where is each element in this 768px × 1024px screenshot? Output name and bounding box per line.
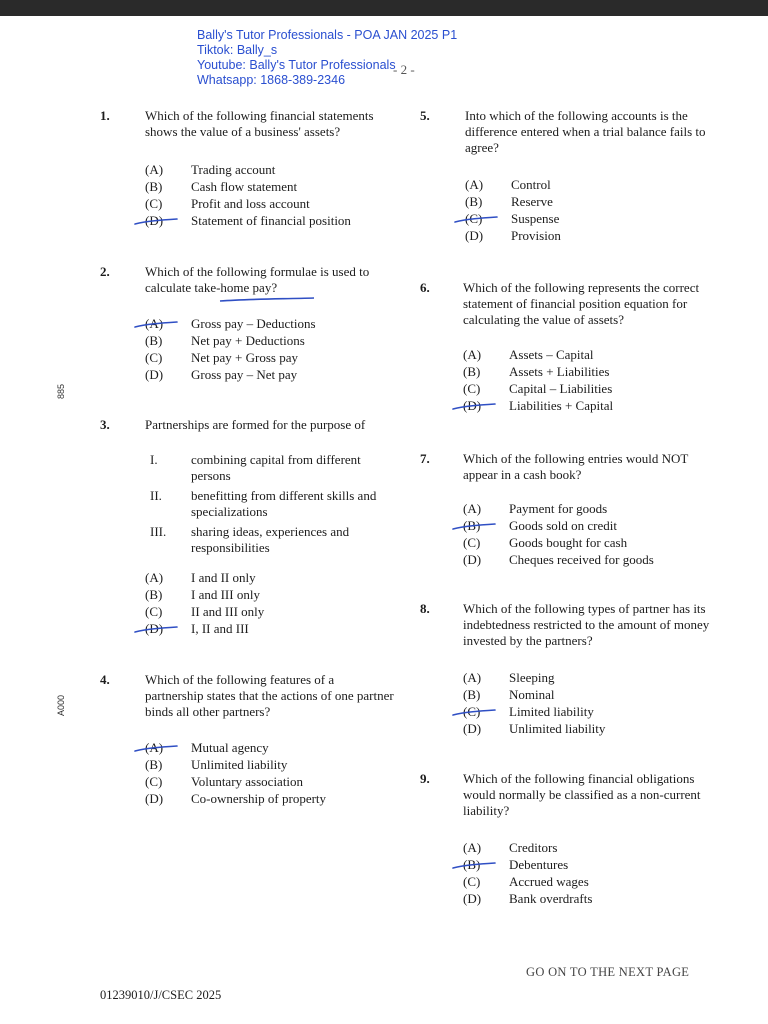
option-text: Creditors (509, 840, 558, 855)
answer-option[interactable] (145, 196, 385, 212)
tutor-header (197, 28, 457, 88)
question-number: 4. (100, 672, 110, 687)
answer-option[interactable] (145, 570, 385, 586)
answer-option[interactable] (463, 721, 703, 737)
question-5 (420, 108, 727, 308)
option-text: II and III only (191, 604, 265, 619)
option-text: Cash flow statement (191, 179, 298, 194)
option-letter: (B) (465, 194, 483, 209)
option-text: Reserve (511, 194, 553, 209)
option-letter: (A) (465, 177, 484, 192)
option-letter: (C) (145, 604, 163, 619)
answer-option[interactable] (465, 228, 705, 244)
option-text: Payment for goods (509, 501, 608, 516)
option-text: Suspense (511, 211, 560, 226)
option-letter: (B) (145, 757, 163, 772)
pen-mark (451, 857, 501, 873)
option-text: I and III only (191, 587, 260, 602)
option-text: Statement of financial position (191, 213, 351, 228)
option-letter: (C) (463, 535, 481, 550)
question-number: 3. (100, 417, 110, 432)
option-letter: (B) (463, 857, 481, 872)
answer-option[interactable] (463, 687, 703, 703)
pen-mark (133, 213, 183, 229)
option-text: Gross pay – Net pay (191, 367, 298, 382)
next-page-notice: GO ON TO THE NEXT PAGE (526, 965, 690, 979)
pen-underline (218, 296, 318, 304)
option-text: Nominal (509, 687, 555, 702)
answer-option[interactable] (145, 587, 385, 603)
option-letter: (D) (145, 791, 164, 806)
statement-numeral: III. (150, 524, 167, 539)
answer-option[interactable] (463, 535, 703, 551)
question-number: 7. (420, 451, 430, 466)
question-number: 5. (420, 108, 430, 123)
header-line-title: Bally's Tutor Professionals - POA JAN 2025 P1 (197, 28, 458, 42)
side-code-top: 885 (56, 383, 66, 399)
option-letter: (A) (145, 316, 164, 331)
header-line-whatsapp: Whatsapp: 1868-389-2346 (197, 73, 346, 87)
question-stem: Which of the following represents the correct statement of financial position equation for calculating the value of assets? (463, 280, 700, 327)
question-stem: Partnerships are formed for the purpose of (145, 417, 366, 432)
answer-option[interactable] (465, 177, 705, 193)
option-letter: (B) (463, 364, 481, 379)
question-number: 9. (420, 771, 430, 786)
header-line-tiktok: Tiktok: Bally_s (197, 43, 278, 57)
answer-option[interactable] (463, 891, 703, 907)
option-letter: (A) (145, 740, 164, 755)
option-letter: (B) (463, 687, 481, 702)
pen-mark (133, 621, 183, 637)
option-letter: (A) (145, 162, 164, 177)
option-text: Net pay + Deductions (191, 333, 305, 348)
option-text: Liabilities + Capital (509, 398, 614, 413)
option-text: Unlimited liability (191, 757, 288, 772)
question-4 (100, 672, 405, 872)
option-text: Assets + Liabilities (509, 364, 610, 379)
option-text: Provision (511, 228, 561, 243)
answer-option[interactable] (145, 774, 385, 790)
answer-option[interactable] (463, 840, 703, 856)
option-text: Goods bought for cash (509, 535, 628, 550)
pen-mark (133, 740, 183, 756)
question-3 (100, 417, 405, 636)
option-letter: (D) (463, 891, 482, 906)
option-text: Debentures (509, 857, 569, 872)
option-letter: (D) (465, 228, 484, 243)
answer-option[interactable] (145, 333, 385, 349)
option-letter: (A) (463, 501, 482, 516)
question-stem: Into which of the following accounts is the difference entered when a trial balance fails to agree? (465, 108, 706, 155)
option-text: Net pay + Gross pay (191, 350, 298, 365)
pen-mark (451, 518, 501, 534)
question-number: 2. (100, 264, 110, 279)
option-letter: (C) (463, 381, 481, 396)
option-text: Assets – Capital (509, 347, 594, 362)
option-letter: (C) (463, 704, 481, 719)
statement-numeral: II. (150, 488, 162, 503)
option-text: Capital – Liabilities (509, 381, 613, 396)
option-letter: (B) (463, 518, 481, 533)
option-letter: (B) (145, 587, 163, 602)
option-text: Voluntary association (191, 774, 304, 789)
option-letter: (B) (145, 179, 163, 194)
statement-text: sharing ideas, experiences and responsibilities (191, 524, 350, 555)
answer-option[interactable] (145, 179, 385, 195)
statement-text: combining capital from different persons (191, 452, 361, 483)
option-letter: (C) (145, 774, 163, 789)
answer-option[interactable] (463, 552, 703, 568)
pen-mark (451, 704, 501, 720)
option-text: Goods sold on credit (509, 518, 617, 533)
question-stem: Which of the following financial obligations would normally be classified as a non-current liability? (463, 771, 701, 818)
question-stem: Which of the following types of partner has its indebtedness restricted to the amount of money invested by the partners? (463, 601, 710, 648)
option-text: Limited liability (509, 704, 594, 719)
option-letter: (D) (463, 398, 482, 413)
option-text: Profit and loss account (191, 196, 310, 211)
pen-mark (133, 316, 183, 332)
option-letter: (A) (145, 570, 164, 585)
question-6 (420, 280, 725, 480)
pen-mark (451, 398, 501, 414)
option-letter: (A) (463, 347, 482, 362)
answer-option[interactable] (145, 350, 385, 366)
option-letter: (B) (145, 333, 163, 348)
option-text: Gross pay – Deductions (191, 316, 316, 331)
option-text: Trading account (191, 162, 276, 177)
option-letter: (C) (145, 350, 163, 365)
question-number: 1. (100, 108, 110, 123)
question-stem: Which of the following formulae is used to calculate take-home pay? (145, 264, 370, 295)
option-text: Control (511, 177, 551, 192)
option-letter: (C) (145, 196, 163, 211)
answer-option[interactable] (145, 367, 385, 383)
answer-option[interactable] (463, 347, 703, 363)
answer-option[interactable] (145, 604, 385, 620)
option-text: Bank overdrafts (509, 891, 593, 906)
option-text: Sleeping (509, 670, 555, 685)
option-text: Mutual agency (191, 740, 269, 755)
statement-text: benefitting from different skills and specializations (191, 488, 377, 519)
answer-option[interactable] (463, 364, 703, 380)
page-number: - 2 - (393, 62, 415, 77)
question-stem: Which of the following financial statements shows the value of a business' assets? (145, 108, 374, 139)
question-number: 6. (420, 280, 430, 295)
option-text: I and II only (191, 570, 256, 585)
question-stem: Which of the following features of a partnership states that the actions of one partner binds all other partners? (145, 672, 394, 719)
question-number: 8. (420, 601, 430, 616)
answer-option[interactable] (465, 194, 705, 210)
header-line-youtube: Youtube: Bally's Tutor Professionals (197, 58, 396, 72)
option-text: Co-ownership of property (191, 791, 327, 806)
option-text: Unlimited liability (509, 721, 606, 736)
answer-option[interactable] (145, 791, 385, 807)
option-letter: (A) (463, 840, 482, 855)
pen-mark (453, 211, 503, 227)
question-stem: Which of the following entries would NOT appear in a cash book? (463, 451, 689, 482)
option-letter: (D) (145, 367, 164, 382)
answer-option[interactable] (463, 501, 703, 517)
option-text: Accrued wages (509, 874, 589, 889)
statement-numeral: I. (150, 452, 158, 467)
option-letter: (D) (145, 621, 164, 636)
answer-option[interactable] (145, 757, 385, 773)
option-text: Cheques received for goods (509, 552, 654, 567)
option-letter: (D) (463, 552, 482, 567)
option-letter: (C) (465, 211, 483, 226)
side-code-bottom: A000 (56, 694, 66, 716)
option-letter: (D) (463, 721, 482, 736)
top-bar (0, 0, 768, 16)
answer-option[interactable] (463, 670, 703, 686)
option-letter: (C) (463, 874, 481, 889)
paper-code: 01239010/J/CSEC 2025 (100, 988, 222, 1002)
question-9 (420, 771, 725, 971)
option-letter: (A) (463, 670, 482, 685)
answer-option[interactable] (145, 162, 385, 178)
option-letter: (D) (145, 213, 164, 228)
option-text: I, II and III (191, 621, 249, 636)
answer-option[interactable] (463, 874, 703, 890)
answer-option[interactable] (463, 381, 703, 397)
